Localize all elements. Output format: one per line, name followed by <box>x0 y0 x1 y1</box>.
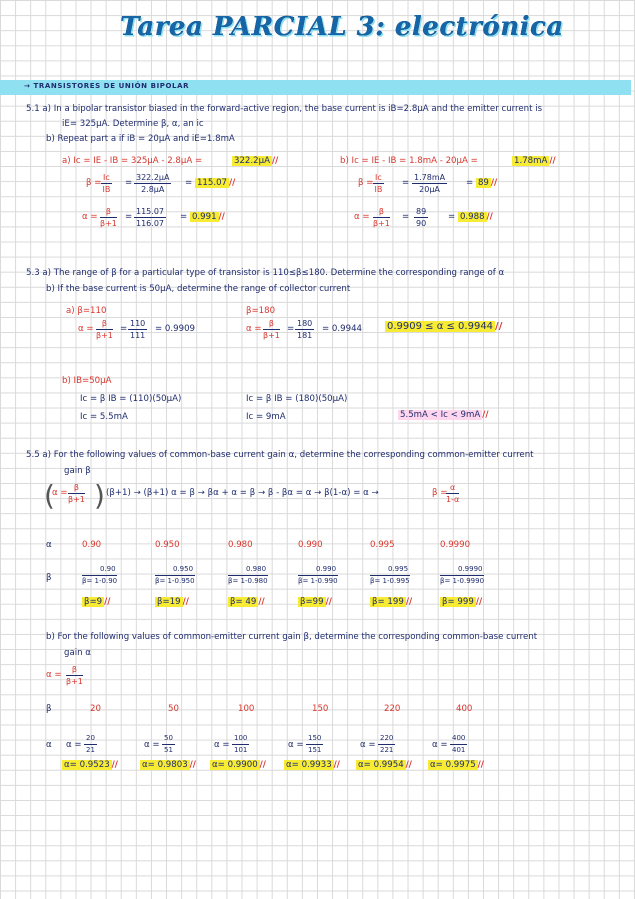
alpha-result: α= 0.9954 // <box>358 760 412 770</box>
p55-derivation: (β+1) → (β+1) α = β → βα + α = β → β - βα = α → β(1-α) = α → <box>106 488 379 498</box>
p53-frac1: $\frac{\beta}{\beta+1}$ <box>96 319 113 340</box>
p51a-alpha-frac: $\frac{\beta}{\beta+1}$ <box>100 207 117 228</box>
p55-result-frac: $\frac{\alpha}{1-\alpha}$ <box>446 483 460 504</box>
p51b-ic: b) Ic = IE - IB = 1.8mA - 20µA = <box>340 156 478 166</box>
p55b-header2: gain α <box>64 648 91 658</box>
beta-result: β= 199 // <box>372 597 413 607</box>
fraction-numerator: 0.950 <box>173 565 194 573</box>
eq-sign: = <box>402 212 410 222</box>
beta-result: β=99 // <box>300 597 332 607</box>
beta-result: β=19 // <box>157 597 189 607</box>
p55b-beta-row-lbl: β <box>46 704 52 714</box>
alpha-result: α= 0.9523 // <box>64 760 118 770</box>
p53-range-a: 0.9909 ≤ α ≤ 0.9944 // <box>387 321 503 332</box>
p53-frac1b: $\frac{110}{111}$ <box>130 319 146 340</box>
p51a-beta-val: = 115.07 // <box>185 178 236 188</box>
p55b-alpha-frac: $\frac{\beta}{\beta+1}$ <box>66 665 83 686</box>
section-banner <box>0 80 631 95</box>
p51a-ic: a) Ic = IE - IB = 325µA - 2.8µA = <box>62 156 203 166</box>
alpha-fraction: $\frac{100}{101}$ <box>234 734 248 754</box>
p51-b-header: b) Repeat part a if iB = 20µA and iE=1.8mA <box>46 134 235 144</box>
p51a-ic-val: 322.2µA // <box>234 156 279 166</box>
fraction-numerator: 0.990 <box>316 565 337 573</box>
beta-value: 220 <box>384 704 401 714</box>
alpha-result: α= 0.9975 // <box>430 760 484 770</box>
fraction-denominator: β= 1-0.950 <box>155 577 195 585</box>
p51b-beta-val: = 89 // <box>466 178 498 188</box>
p51b-beta-frac: $\frac{Ic}{IB}$ <box>374 173 383 194</box>
p55b-header: b) For the following values of common-emitter current gain β, determine the corresponding common-base current <box>46 632 538 642</box>
p51a-beta-frac2: 322.2µA 2.8µA <box>136 173 170 194</box>
beta-result: β=9 // <box>84 597 111 607</box>
p53-b180: β=180 <box>246 306 276 316</box>
alpha-fraction: $\frac{50}{51}$ <box>164 734 173 754</box>
p53-f2-val: = 0.9944 <box>322 324 363 334</box>
fraction-numerator: 0.9990 <box>458 565 483 573</box>
p53-frac2: $\frac{\beta}{\beta+1}$ <box>263 319 280 340</box>
alpha-fraction: $\frac{150}{151}$ <box>308 734 322 754</box>
alpha-eq-label: α = <box>214 740 230 750</box>
p51b-alpha-frac: $\frac{\beta}{\beta+1}$ <box>373 207 390 228</box>
p53-ic1: Ic = β IB = (110)(50µA) <box>80 394 182 404</box>
fraction-denominator: β= 1-0.9990 <box>440 577 485 585</box>
beta-result: β= 49 // <box>230 597 265 607</box>
p53-header2: b) If the base current is 50µA, determine the range of collector current <box>46 284 351 294</box>
alpha-fraction: $\frac{20}{21}$ <box>86 734 95 754</box>
p55b-alpha-eq: α = <box>46 670 62 680</box>
p53-a-lbl: a) β=110 <box>66 306 107 316</box>
p53-ic1-val: Ic = 5.5mA <box>80 412 128 422</box>
paren-left: ( <box>44 479 55 512</box>
eq-sign: = <box>287 324 295 334</box>
alpha-value: 0.990 <box>298 540 323 550</box>
fraction-numerator: 0.980 <box>246 565 267 573</box>
alpha-fraction: $\frac{400}{401}$ <box>452 734 466 754</box>
section-title: → TRANSISTORES DE UNIÓN BIPOLAR <box>24 82 190 90</box>
alpha-eq-label: α = <box>432 740 448 750</box>
p51a-beta-frac: $\frac{Ic}{IB}$ <box>102 173 111 194</box>
p51b-alpha-frac2: $\frac{89}{90}$ <box>416 207 427 228</box>
alpha-eq-label: α = <box>360 740 376 750</box>
fraction-numerator: 0.995 <box>388 565 409 573</box>
fraction-denominator: β= 1-0.990 <box>298 577 338 585</box>
p51b-beta-frac2: 1.78mA 20µA <box>414 173 446 194</box>
beta-value: 400 <box>456 704 473 714</box>
eq-sign: = <box>402 178 410 188</box>
fraction-denominator: β= 1-0.980 <box>228 577 268 585</box>
p53-frac2b: $\frac{180}{181}$ <box>297 319 313 340</box>
p53-f1-val: = 0.9909 <box>155 324 196 334</box>
eq-sign: = <box>125 212 133 222</box>
p55-alpha-row-lbl: α <box>46 540 52 550</box>
alpha-value: 0.980 <box>228 540 253 550</box>
p51b-alpha-val: = 0.988 // <box>448 212 493 222</box>
paren-right: ) <box>94 479 105 512</box>
alpha-fraction: $\frac{220}{221}$ <box>380 734 394 754</box>
alpha-result: α= 0.9900 // <box>212 760 266 770</box>
p51b-ic-val: 1.78mA // <box>514 156 556 166</box>
p53-alpha-lbl1: α = <box>78 324 94 334</box>
p53-b-lbl: b) IB=50µA <box>62 376 112 386</box>
p55-header: 5.5 a) For the following values of common-base current gain α, determine the corresponding common-emitter current <box>26 450 534 460</box>
eq-sign: = <box>120 324 128 334</box>
p51a-beta-eq: = <box>125 178 133 188</box>
p51a-alpha-frac2: $\frac{115.07}{116.07}$ <box>136 207 164 228</box>
beta-value: 150 <box>312 704 329 714</box>
p51a-alpha-val: = 0.991 // <box>180 212 225 222</box>
p53-ic2-val: Ic = 9mA <box>246 412 286 422</box>
p51-header: 5.1 a) In a bipolar transistor biased in the forward-active region, the base current is iB=2.8µA and the emitter current is <box>26 104 543 114</box>
p53-ic2: Ic = β IB = (180)(50µA) <box>246 394 348 404</box>
p55-header2: gain β <box>64 466 91 476</box>
p51a-beta-lbl: β = <box>86 178 102 188</box>
beta-value: 100 <box>238 704 255 714</box>
beta-value: 20 <box>90 704 101 714</box>
p51-header2: iE= 325µA. Determine β, α, an ic <box>62 119 204 129</box>
fraction-numerator: 0.90 <box>100 565 116 573</box>
alpha-value: 0.950 <box>155 540 180 550</box>
p55-alpha-frac: $\frac{\beta}{\beta+1}$ <box>68 483 85 504</box>
fraction-denominator: β= 1-0.995 <box>370 577 410 585</box>
p53-range-b: 5.5mA < Ic < 9mA // <box>400 410 489 420</box>
p55-beta-row-lbl: β <box>46 573 52 583</box>
alpha-eq-label: α = <box>66 740 82 750</box>
page-title: Tarea PARCIAL 3: electrónica <box>120 12 564 42</box>
alpha-eq-label: α = <box>144 740 160 750</box>
p53-alpha-lbl2: α = <box>246 324 262 334</box>
p51b-alpha-lbl: α = <box>354 212 370 222</box>
beta-value: 50 <box>168 704 179 714</box>
p51a-alpha-lbl: α = <box>82 212 98 222</box>
fraction-denominator: β= 1-0.90 <box>82 577 118 585</box>
alpha-value: 0.9990 <box>440 540 471 550</box>
p55b-alpha-row-lbl: α <box>46 740 52 750</box>
alpha-value: 0.90 <box>82 540 102 550</box>
beta-eq: β = <box>432 488 448 498</box>
p51b-beta-lbl: β = <box>358 178 374 188</box>
alpha-result: α= 0.9933 // <box>286 760 340 770</box>
alpha-result: α= 0.9803 // <box>142 760 196 770</box>
alpha-eq: α = <box>52 488 68 498</box>
alpha-eq-label: α = <box>288 740 304 750</box>
beta-result: β= 999 // <box>442 597 483 607</box>
p53-header: 5.3 a) The range of β for a particular type of transistor is 110≤β≤180. Determine the corresponding range of α <box>26 268 505 278</box>
alpha-value: 0.995 <box>370 540 395 550</box>
